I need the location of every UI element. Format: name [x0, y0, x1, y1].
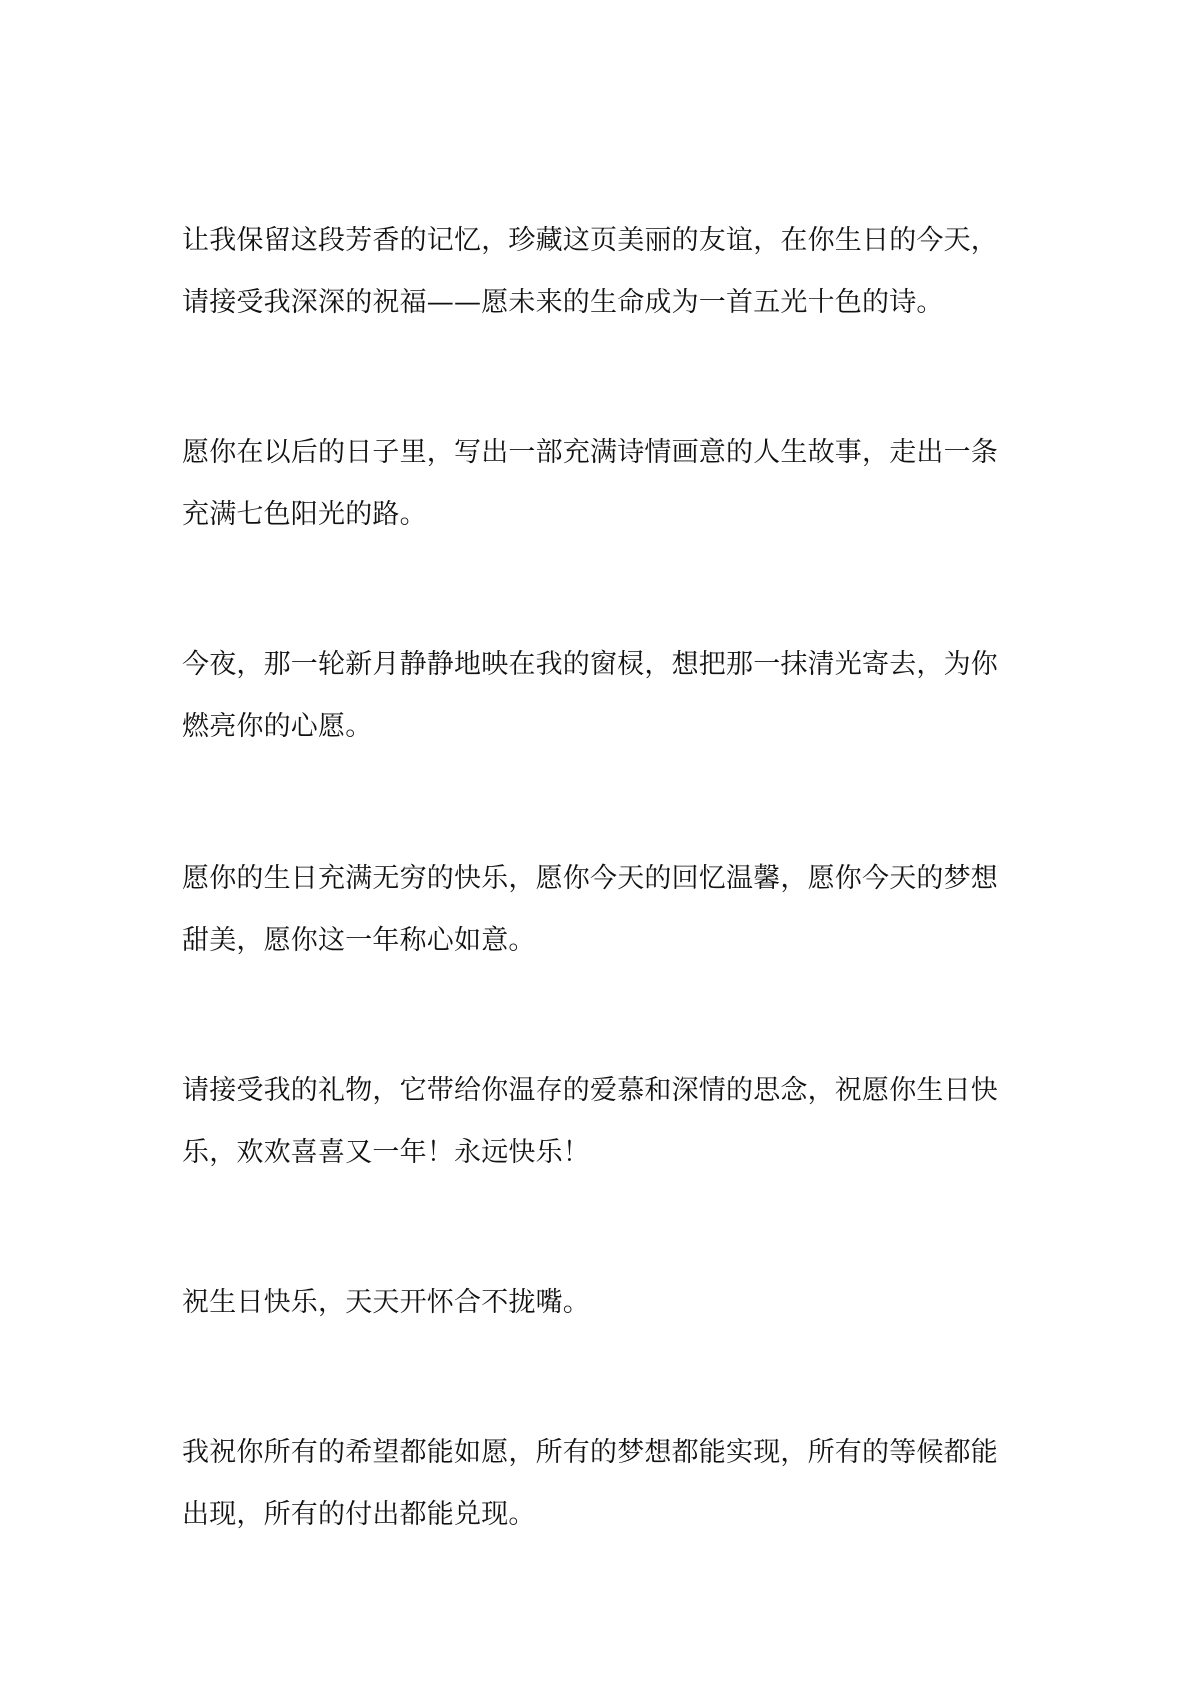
paragraph-3: [182, 634, 1022, 758]
paragraph-3-line-1: 今夜，那一轮新月静静地映在我的窗棂，想把那一抹清光寄去，为你: [182, 649, 998, 680]
paragraph-6-line-1: 祝生日快乐，天天开怀合不拢嘴。: [182, 1287, 590, 1318]
paragraph-6: [182, 1272, 1022, 1334]
paragraph-2-line-2: 充满七色阳光的路。: [182, 499, 427, 530]
paragraph-1: [182, 210, 1022, 334]
paragraph-4: [182, 848, 1022, 972]
paragraph-1-line-2: 请接受我深深的祝福——愿未来的生命成为一首五光十色的诗。: [182, 287, 944, 318]
paragraph-7-line-1: 我祝你所有的希望都能如愿，所有的梦想都能实现，所有的等候都能: [182, 1437, 998, 1468]
paragraph-2: [182, 422, 1022, 546]
paragraph-4-line-1: 愿你的生日充满无穷的快乐，愿你今天的回忆温馨，愿你今天的梦想: [182, 863, 998, 894]
paragraph-5: [182, 1060, 1022, 1184]
paragraph-7-line-2: 出现，所有的付出都能兑现。: [182, 1499, 536, 1530]
paragraph-3-line-2: 燃亮你的心愿。: [182, 711, 373, 742]
paragraph-2-line-1: 愿你在以后的日子里，写出一部充满诗情画意的人生故事，走出一条: [182, 437, 998, 468]
paragraph-5-line-2: 乐，欢欢喜喜又一年！永远快乐！: [182, 1137, 590, 1168]
paragraph-4-line-2: 甜美，愿你这一年称心如意。: [182, 925, 536, 956]
paragraph-1-line-1: 让我保留这段芳香的记忆，珍藏这页美丽的友谊，在你生日的今天，: [182, 225, 998, 256]
paragraph-5-line-1: 请接受我的礼物，它带给你温存的爱慕和深情的思念，祝愿你生日快: [182, 1075, 998, 1106]
paragraph-7: [182, 1422, 1022, 1546]
